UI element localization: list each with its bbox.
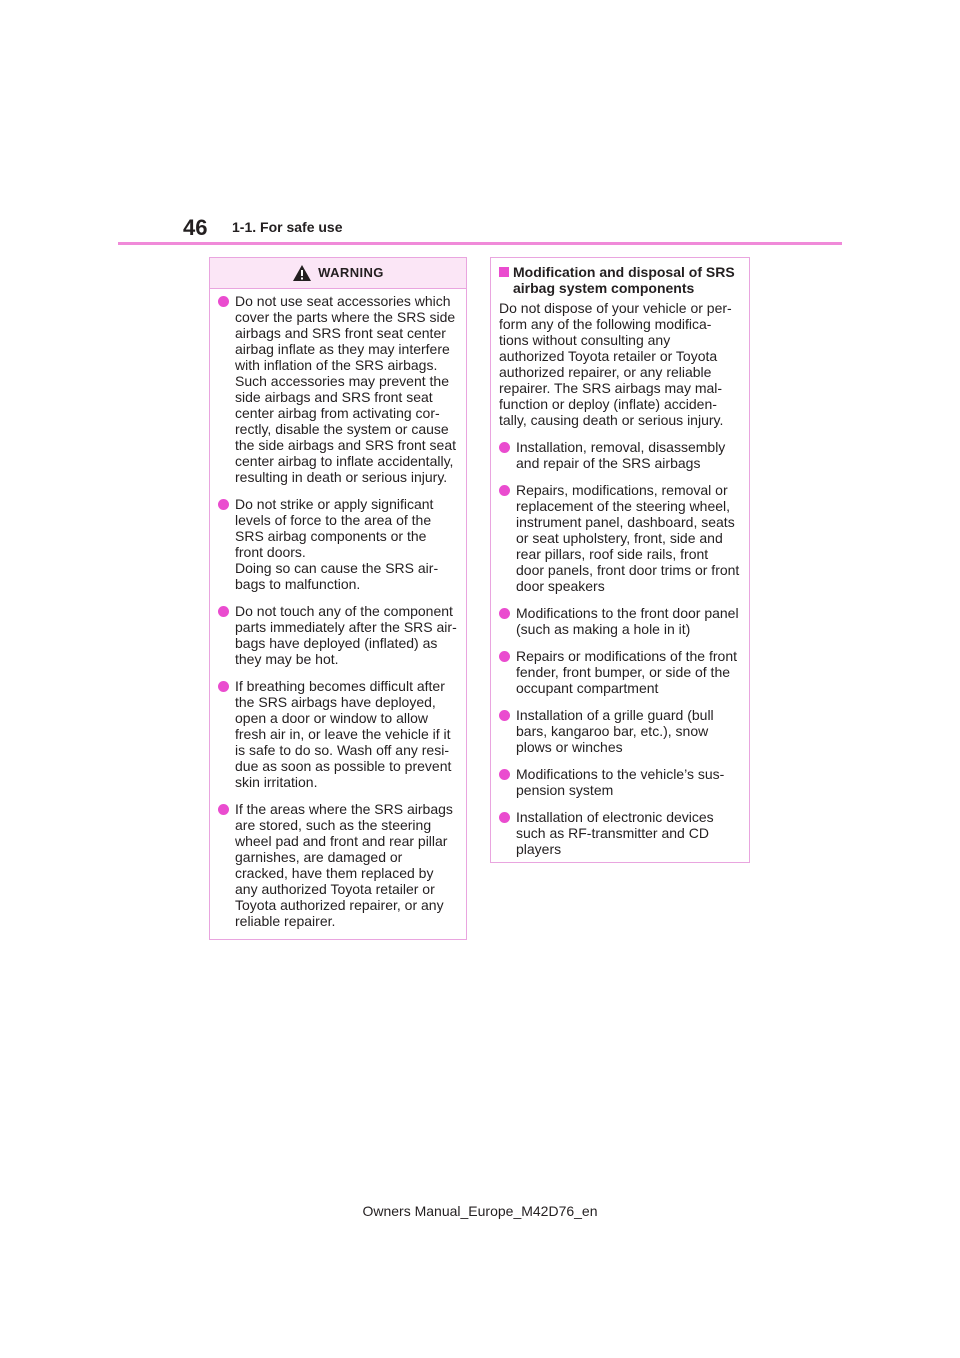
bullet-icon <box>499 485 510 496</box>
modification-box <box>490 257 750 863</box>
bullet-icon <box>218 681 229 692</box>
bullet-icon <box>499 651 510 662</box>
warning-label: WARNING <box>318 265 384 280</box>
modification-item <box>499 809 741 857</box>
modification-item <box>499 766 741 798</box>
warning-item <box>218 603 458 667</box>
bullet-icon <box>218 499 229 510</box>
bullet-icon <box>218 606 229 617</box>
header-rule <box>118 242 842 245</box>
modification-item-text: Repairs or modifications of the front fender, front bumper, or side of the occupant compartment <box>516 648 737 696</box>
warning-item <box>218 293 458 485</box>
bullet-icon <box>218 296 229 307</box>
bullet-icon <box>499 442 510 453</box>
modification-item <box>499 482 741 594</box>
square-bullet-icon <box>499 267 509 277</box>
modification-item <box>499 439 741 471</box>
warning-item <box>218 678 458 790</box>
warning-item-text: If the areas where the SRS airbags are stored, such as the steering wheel pad and front and rear pillar garnishes, are damaged or cracked, have them replaced by any authorized Toyota retailer or Toyota authorized repairer, or any reliable repairer. <box>235 801 453 929</box>
bullet-icon <box>218 804 229 815</box>
modification-heading <box>499 264 741 296</box>
warning-item-text: Do not strike or apply significant levels of force to the area of the SRS airbag components or the front doors. Doing so can cause the SRS air- bags to malfunction. <box>235 496 439 592</box>
footer-text: Owners Manual_Europe_M42D76_en <box>362 1203 598 1219</box>
modification-item-text: Installation of a grille guard (bull bars, kangaroo bar, etc.), snow plows or winches <box>516 707 714 755</box>
section-title: 1-1. For safe use <box>232 219 343 235</box>
modification-item <box>499 605 741 637</box>
bullet-icon <box>499 710 510 721</box>
modification-item <box>499 648 741 696</box>
bullet-icon <box>499 812 510 823</box>
modification-item-text: Repairs, modifications, removal or replacement of the steering wheel, instrument panel, dashboard, seats or seat upholstery, front, side and rear pillars, roof side rails, front door panels, front door trims or front door speakers <box>516 482 740 594</box>
warning-item-text: Do not touch any of the component parts immediately after the SRS air- bags have deployed (inflated) as they may be hot. <box>235 603 457 667</box>
bullet-icon <box>499 608 510 619</box>
page-number: 46 <box>183 215 208 240</box>
warning-triangle-icon <box>292 264 312 282</box>
bullet-icon <box>499 769 510 780</box>
warning-header <box>210 258 466 289</box>
warning-item <box>218 801 458 929</box>
warning-body <box>210 289 466 929</box>
warning-box <box>209 257 467 940</box>
warning-item-text: Do not use seat accessories which cover the parts where the SRS side airbags and SRS front seat center airbag inflate as they may interfere with inflation of the SRS airbags. Such accessories may prevent the side airbags and SRS front seat center airbag from activating cor- rectly, disable the system or cause the side airbags and SRS front seat center airbag to inflate accidentally, resulting in death or serious injury. <box>235 293 457 485</box>
modification-item-text: Modifications to the front door panel (such as making a hole in it) <box>516 605 739 637</box>
modification-intro: Do not dispose of your vehicle or per- form any of the following modifica- tions without consulting any authorized Toyota retailer or Toyota authorized repairer, or any reliable repairer. The SRS airbags may mal- function or deploy (inflate) acciden- tally, causing death or serious injury. <box>499 300 732 428</box>
warning-item-text: If breathing becomes difficult after the SRS airbags have deployed, open a door or window to allow fresh air in, or leave the vehicle if it is safe to do so. Wash off any resi- due as soon as possible to prevent skin irritation. <box>235 678 452 790</box>
warning-item <box>218 496 458 592</box>
modification-heading-text: Modification and disposal of SRS airbag system components <box>513 264 735 296</box>
modification-item <box>499 707 741 755</box>
modification-item-text: Modifications to the vehicle’s sus- pension system <box>516 766 725 798</box>
modification-item-text: Installation of electronic devices such as RF-transmitter and CD players <box>516 809 714 857</box>
modification-item-text: Installation, removal, disassembly and repair of the SRS airbags <box>516 439 726 471</box>
